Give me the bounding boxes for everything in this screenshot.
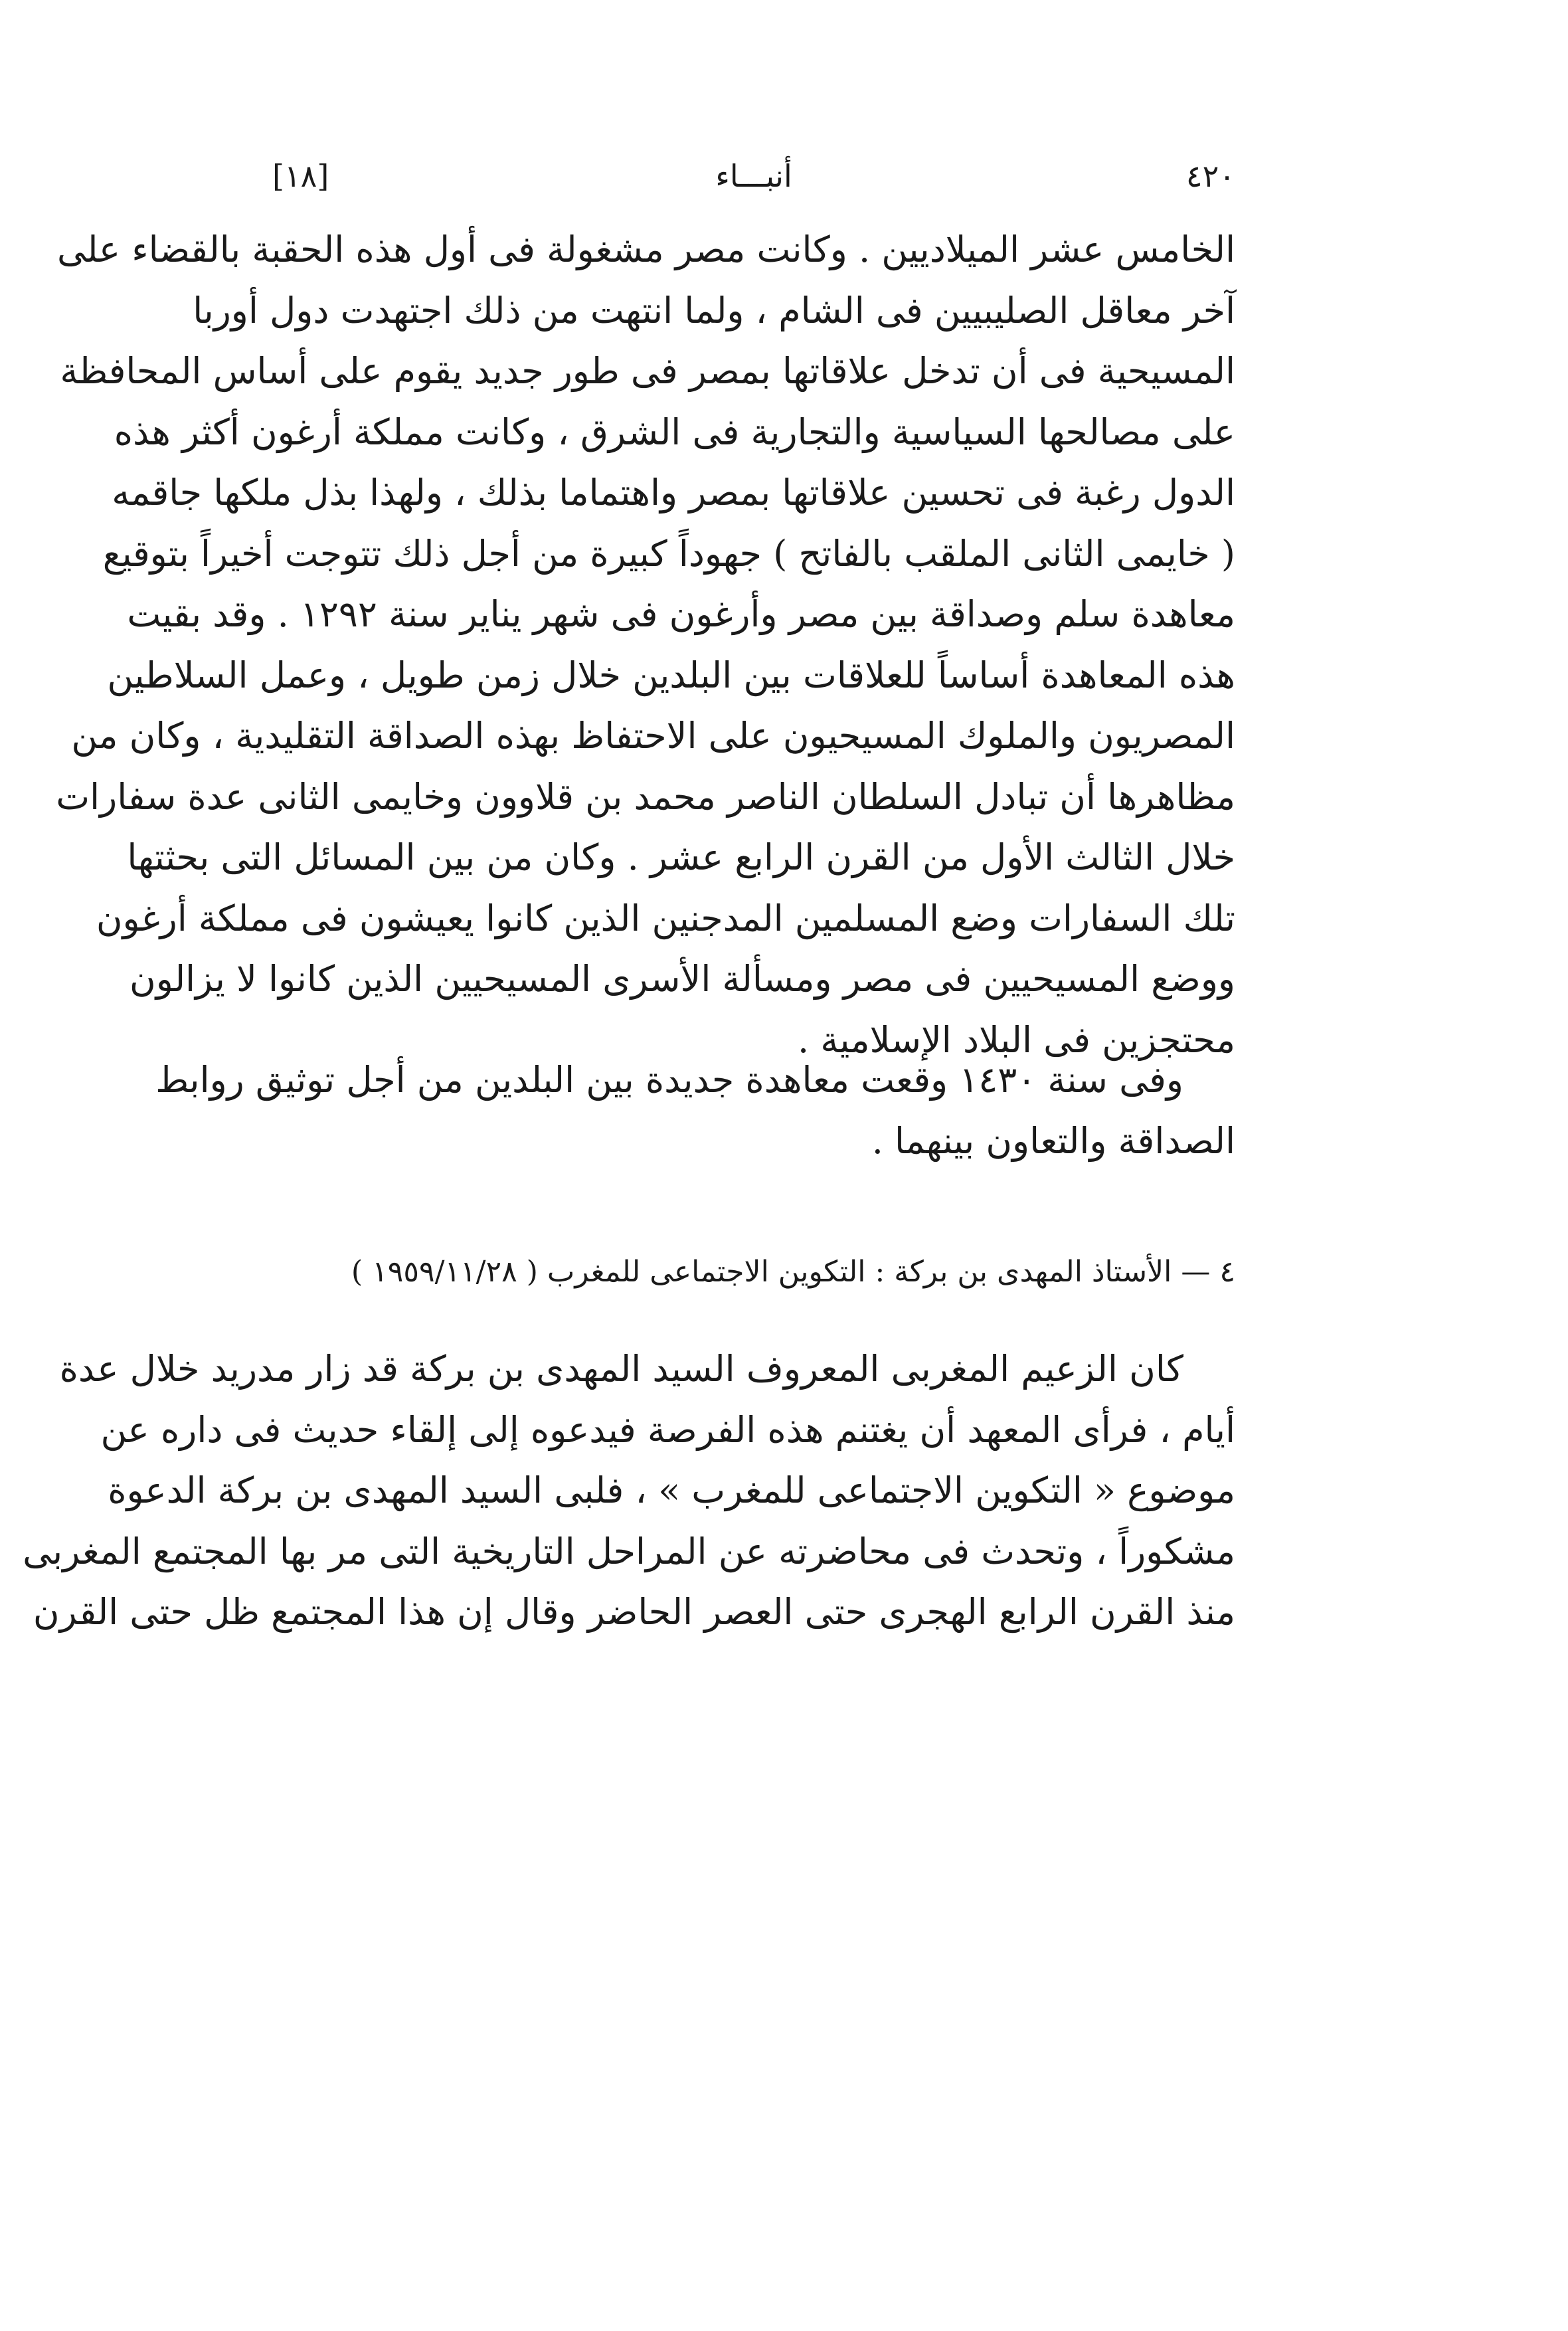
text-line: منذ القرن الرابع الهجرى حتى العصر الحاضر وقال إن هذا المجتمع ظل حتى القرن	[33, 1591, 1235, 1633]
text-line: معاهدة سلم وصداقة بين مصر وأرغون فى شهر يناير سنة ١٢٩٢ . وقد بقيت	[127, 593, 1235, 635]
text-line: وفى سنة ١٤٣٠ وقعت معاهدة جديدة بين البلدين من أجل توثيق روابط	[155, 1059, 1183, 1101]
text-line: الصداقة والتعاون بينهما .	[871, 1119, 1235, 1162]
text-line: مظاهرها أن تبادل السلطان الناصر محمد بن قلاوون وخايمى الثانى عدة سفارات	[56, 775, 1235, 818]
page-number: ٤٢٠	[1185, 158, 1235, 194]
issue-number: [١٨]	[272, 158, 329, 194]
text-line: الخامس عشر الميلاديين . وكانت مصر مشغولة فى أول هذه الحقبة بالقضاء على	[57, 229, 1235, 270]
text-line: هذه المعاهدة أساساً للعلاقات بين البلدين خلال زمن طويل ، وعمل السلاطين	[107, 654, 1235, 696]
text-line: الدول رغبة فى تحسين علاقاتها بمصر واهتماما بذلك ، ولهذا بذل ملكها جاقمه	[112, 472, 1235, 513]
paragraph-treaty-history	[56, 219, 1235, 1070]
text-line: موضوع « التكوين الاجتماعى للمغرب » ، فلبى السيد المهدى بن بركة الدعوة	[108, 1469, 1235, 1511]
text-line: تلك السفارات وضع المسلمين المدجنين الذين كانوا يعيشون فى مملكة أرغون	[96, 897, 1235, 939]
text-line: ووضع المسيحيين فى مصر ومسألة الأسرى المسيحيين الذين كانوا لا يزالون	[130, 958, 1235, 1000]
text-line: ( خايمى الثانى الملقب بالفاتح ) جهوداً كبيرة من أجل ذلك تتوجت أخيراً بتوقيع	[102, 532, 1235, 575]
running-title: أنبـــاء	[715, 158, 792, 194]
text-line: مشكوراً ، وتحدث فى محاضرته عن المراحل التاريخية التى مر بها المجتمع المغربى	[23, 1530, 1235, 1572]
paragraph-ben-barka-lecture	[23, 1339, 1235, 1643]
page-header	[272, 149, 1235, 203]
text-line: على مصالحها السياسية والتجارية فى الشرق ، وكانت مملكة أرغون أكثر هذه	[114, 411, 1235, 453]
text-line: آخر معاقل الصليبيين فى الشام ، ولما انتهت من ذلك اجتهدت دول أوربا	[193, 289, 1235, 331]
text-line: أيام ، فرأى المعهد أن يغتنم هذه الفرصة فيدعوه إلى إلقاء حديث فى داره عن	[100, 1408, 1235, 1451]
text-line: محتجزين فى البلاد الإسلامية .	[798, 1018, 1235, 1061]
text-line: المسيحية فى أن تدخل علاقاتها بمصر فى طور جديد يقوم على أساس المحافظة	[60, 350, 1235, 392]
text-line: المصريون والملوك المسيحيون على الاحتفاظ بهذه الصداقة التقليدية ، وكان من	[71, 715, 1235, 757]
section-heading: ٤ — الأستاذ المهدى بن بركة : التكوين الاجتماعى للمغرب ( ١٩٥٩/١١/٢٨ )	[351, 1255, 1235, 1289]
paragraph-treaty-1430	[155, 1050, 1235, 1171]
text-line: خلال الثالث الأول من القرن الرابع عشر . وكان من بين المسائل التى بحثتها	[127, 836, 1235, 878]
text-line: كان الزعيم المغربى المعروف السيد المهدى بن بركة قد زار مدريد خلال عدة	[59, 1348, 1183, 1390]
